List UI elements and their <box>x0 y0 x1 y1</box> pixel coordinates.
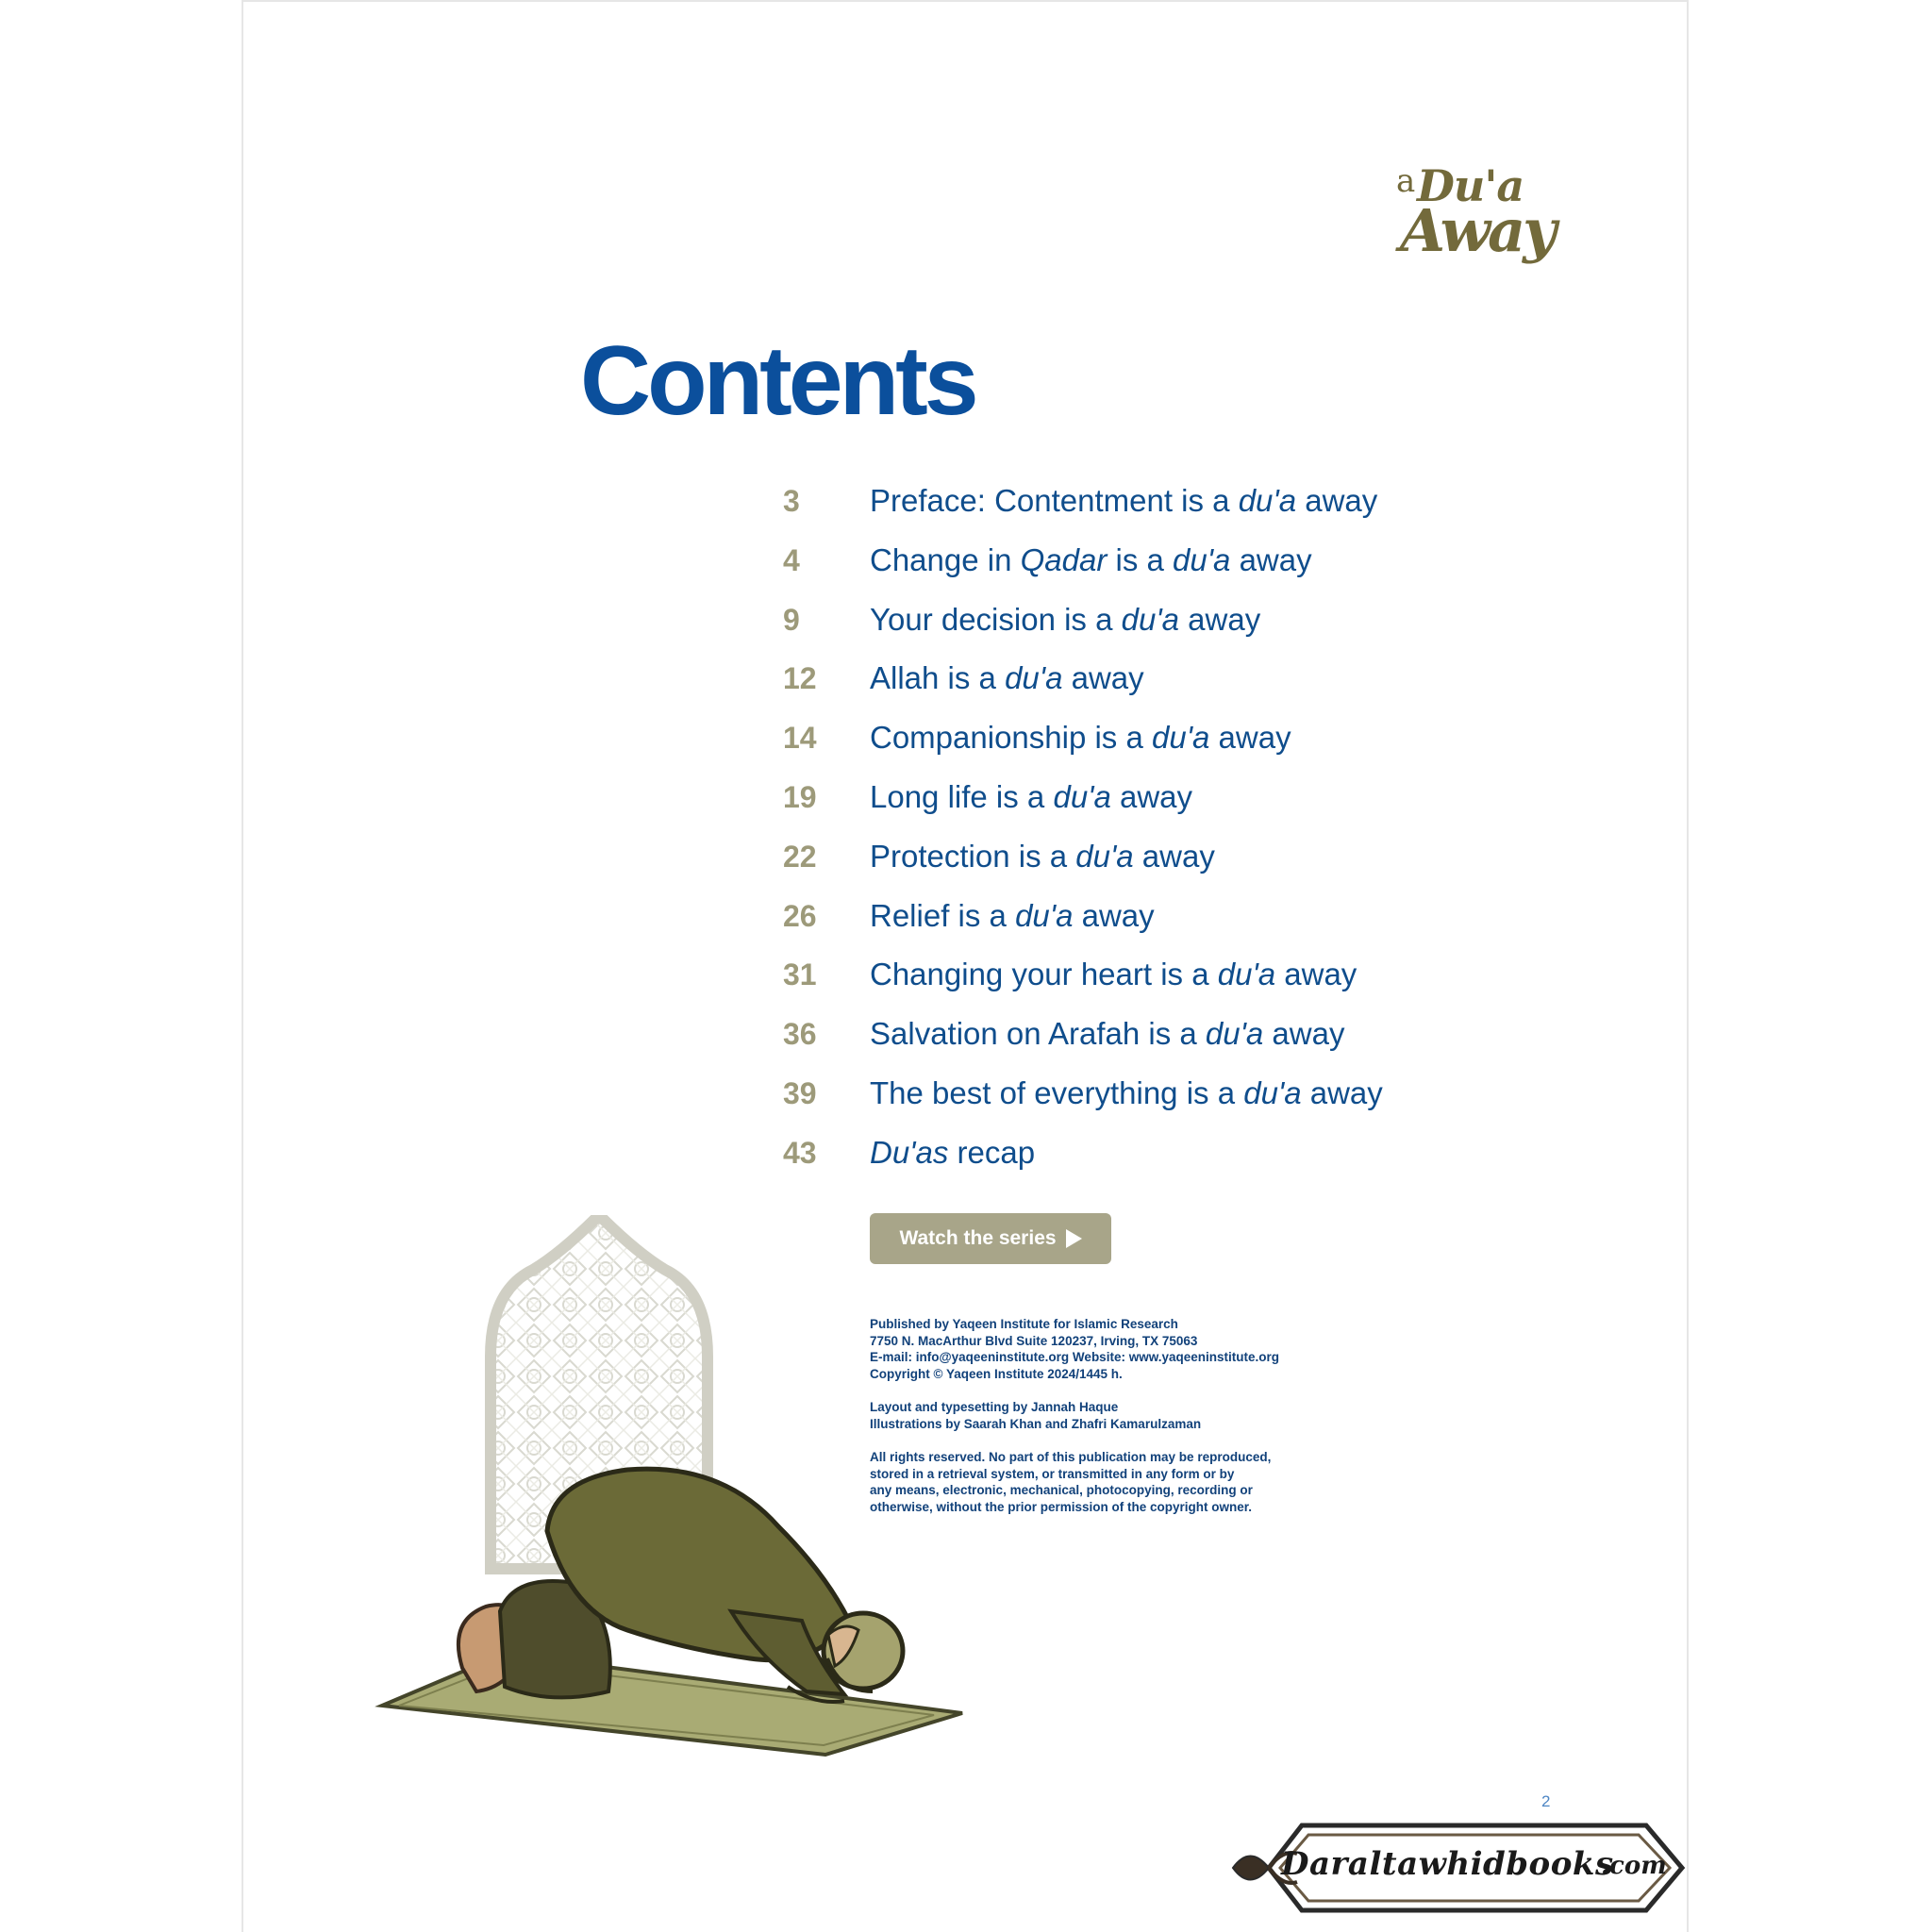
rights-line: any means, electronic, mechanical, photocopying, recording or <box>870 1483 1253 1497</box>
toc-title <box>870 1124 1035 1183</box>
toc-title-text: away <box>1110 778 1193 814</box>
toc-title-text: Salvation on Arafah is a <box>870 1016 1206 1052</box>
toc-title-text: Allah is a <box>870 660 1006 696</box>
toc-title <box>870 945 1357 1005</box>
logo-away: Away <box>1400 196 1555 265</box>
toc-title <box>870 768 1192 827</box>
toc-title-italic: du'a <box>1005 660 1063 696</box>
toc-title-italic: du'a <box>1205 1016 1264 1052</box>
rights-line: stored in a retrieval system, or transmitted in any form or by <box>870 1466 1235 1481</box>
book-logo <box>1396 160 1566 264</box>
toc-title-text: away <box>1133 838 1215 874</box>
toc-title-text: away <box>1296 483 1378 518</box>
toc-page-number: 26 <box>783 898 817 933</box>
toc-title <box>870 827 1215 887</box>
toc-title <box>870 1064 1383 1124</box>
rights-line: All rights reserved. No part of this publication may be reproduced, <box>870 1450 1272 1464</box>
toc-page-number: 43 <box>783 1135 817 1170</box>
toc-title-text: Your decision is a <box>870 601 1122 637</box>
toc-title <box>870 649 1144 708</box>
toc-title-italic: du'a <box>1238 483 1297 518</box>
toc-page-number: 3 <box>783 484 800 518</box>
toc-title-text: Long life is a <box>870 778 1054 814</box>
prayer-illustration <box>373 1215 976 1762</box>
publisher-line: Published by Yaqeen Institute for Islamic Research <box>870 1317 1178 1331</box>
toc-title-text: away <box>1178 601 1261 637</box>
toc-title-text: is a <box>1107 541 1174 577</box>
toc-title-text: away <box>1062 660 1144 696</box>
copyright-line: Copyright © Yaqeen Institute 2024/1445 h. <box>870 1366 1123 1381</box>
toc-title-text: away <box>1073 897 1155 933</box>
toc-title <box>870 1005 1344 1064</box>
toc-title <box>870 591 1260 650</box>
rights-line: otherwise, without the prior permission of the copyright owner. <box>870 1499 1253 1514</box>
page-title: Contents <box>580 326 975 436</box>
toc-page-number: 19 <box>783 779 817 814</box>
toc-title-italic: Du'as <box>870 1134 949 1170</box>
toc-title-text: away <box>1301 1074 1383 1110</box>
toc-page-number: 4 <box>783 542 800 577</box>
toc-title-text: away <box>1230 541 1312 577</box>
toc-page-number: 39 <box>783 1075 817 1110</box>
toc-title-text: Protection is a <box>870 838 1076 874</box>
watch-series-label: Watch the series <box>899 1227 1057 1249</box>
layout-credit: Layout and typesetting by Jannah Haque <box>870 1400 1119 1414</box>
toc-title-text: The best of everything is a <box>870 1074 1244 1110</box>
toc-title <box>870 531 1312 591</box>
watermark-suffix: .com <box>1601 1852 1667 1880</box>
toc-title-text: Changing your heart is a <box>870 957 1218 992</box>
toc-title-text: recap <box>948 1134 1036 1170</box>
toc-title-italic: du'a <box>1152 720 1210 756</box>
toc-title-italic: du'a <box>1121 601 1179 637</box>
watermark-name: Daraltawhidbooks <box>1281 1845 1614 1883</box>
toc-title-text: Preface: Contentment is a <box>870 483 1239 518</box>
toc-title-text: Change in <box>870 541 1021 577</box>
toc-page-number: 36 <box>783 1017 817 1052</box>
page-number: 2 <box>1541 1792 1551 1810</box>
toc-page-number: 9 <box>783 602 800 637</box>
address-line: 7750 N. MacArthur Blvd Suite 120237, Irving, TX 75063 <box>870 1333 1198 1348</box>
toc-page-number: 14 <box>783 721 817 756</box>
toc-title <box>870 472 1377 531</box>
illustration-credit: Illustrations by Saarah Khan and Zhafri Kamarulzaman <box>870 1416 1202 1431</box>
toc-title-text: away <box>1263 1016 1345 1052</box>
toc-title-italic: du'a <box>1217 957 1276 992</box>
toc-title-text: Relief is a <box>870 897 1016 933</box>
toc-page-number: 31 <box>783 958 817 992</box>
toc-title-italic: du'a <box>1243 1074 1302 1110</box>
play-icon <box>1066 1229 1082 1248</box>
toc-title-text: away <box>1275 957 1357 992</box>
toc-title <box>870 708 1291 768</box>
toc-title-text: Companionship is a <box>870 720 1152 756</box>
contact-line: E-mail: info@yaqeeninstitute.org Website: www.yaqeeninstitute.org <box>870 1350 1279 1364</box>
toc-page-number: 12 <box>783 661 817 696</box>
logo-small-a: a <box>1396 162 1416 200</box>
toc-title-italic: Qadar <box>1020 541 1108 577</box>
toc-title-text: away <box>1209 720 1291 756</box>
toc-title-italic: du'a <box>1173 541 1231 577</box>
logo-dua: Du'a <box>1417 160 1524 211</box>
toc-page-number: 22 <box>783 839 817 874</box>
toc-title-italic: du'a <box>1053 778 1111 814</box>
toc-title-italic: du'a <box>1075 838 1134 874</box>
toc-title <box>870 887 1155 946</box>
toc-title-italic: du'a <box>1015 897 1074 933</box>
